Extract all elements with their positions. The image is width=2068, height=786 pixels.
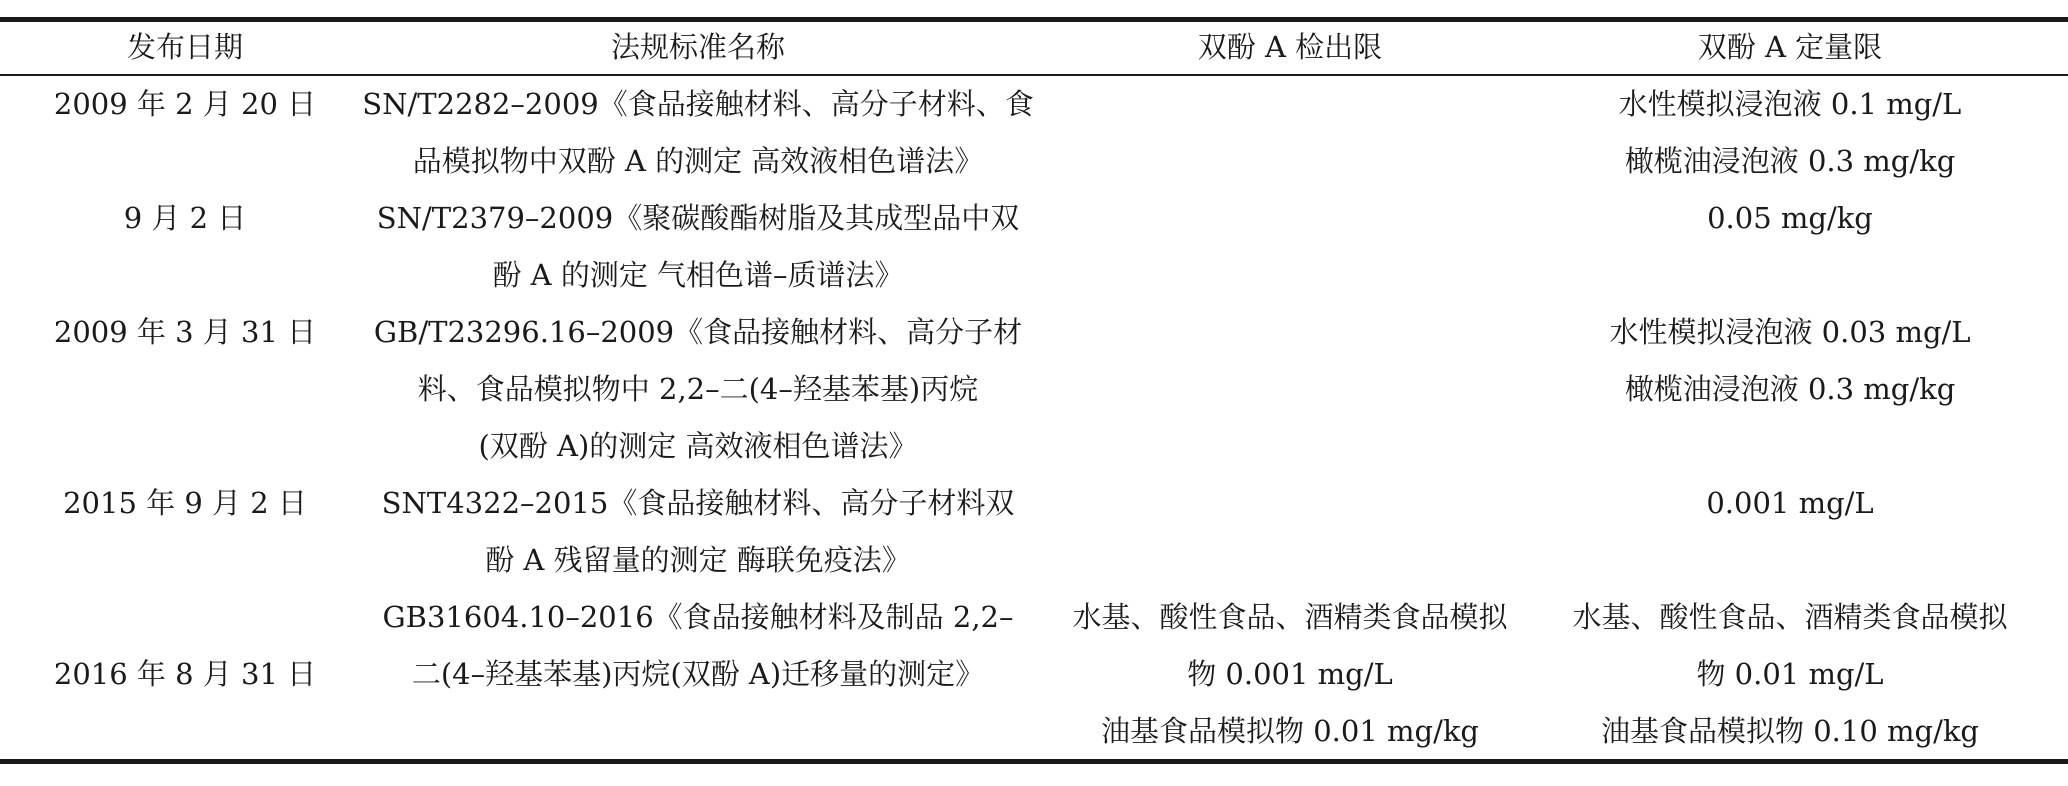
row-4-standard-line: SNT4322–2015《食品接触材料、高分子材料双: [381, 486, 1015, 520]
row-5-date: 2016 年 8 月 31 日: [53, 657, 317, 691]
row-1-quantitation-line: 水性模拟浸泡液 0.1 mg/L: [1618, 87, 1962, 121]
row-2-standard-line: 酚 A 的测定 气相色谱–质谱法》: [492, 258, 904, 292]
row-3-date: 2009 年 3 月 31 日: [53, 315, 317, 349]
header-standard-name: 法规标准名称: [610, 30, 785, 64]
header-detection-limit: 双酚 A 检出限: [1197, 30, 1383, 64]
row-3-standard: [358, 304, 1038, 475]
row-5-quantitation: [1540, 589, 2040, 760]
row-1-quantitation-line: 橄榄油浸泡液 0.3 mg/kg: [1624, 144, 1956, 178]
row-5-detection-line: 油基食品模拟物 0.01 mg/kg: [1101, 714, 1479, 748]
row-1-quantitation: [1540, 76, 2040, 190]
row-5-quantitation-line: 水基、酸性食品、酒精类食品模拟: [1572, 600, 2008, 634]
row-4-standard-line: 酚 A 残留量的测定 酶联免疫法》: [485, 543, 911, 577]
row-5-quantitation-line: 物 0.01 mg/L: [1696, 657, 1884, 691]
row-4-standard: [358, 475, 1038, 589]
row-1-standard: [358, 76, 1038, 190]
row-5-standard-line: 二(4–羟基苯基)丙烷(双酚 A)迁移量的测定》: [411, 657, 985, 691]
row-3-standard-line: (双酚 A)的测定 高效液相色谱法》: [478, 429, 918, 463]
row-3-quantitation-line: 水性模拟浸泡液 0.03 mg/L: [1609, 315, 1971, 349]
row-2-quantitation-line: 0.05 mg/kg: [1707, 201, 1873, 235]
row-3-standard-line: GB/T23296.16–2009《食品接触材料、高分子材: [373, 315, 1023, 349]
row-5-standard-line: GB31604.10–2016《食品接触材料及制品 2,2–: [382, 600, 1014, 634]
row-5-quantitation-line: 油基食品模拟物 0.10 mg/kg: [1601, 714, 1979, 748]
row-1-standard-line: SN/T2282–2009《食品接触材料、高分子材料、食: [362, 87, 1034, 121]
row-4-date: 2015 年 9 月 2 日: [63, 486, 307, 520]
row-4-quantitation-line: 0.001 mg/L: [1706, 486, 1874, 520]
row-2-quantitation: [1540, 190, 2040, 247]
row-1-standard-line: 品模拟物中双酚 A 的测定 高效液相色谱法》: [412, 144, 984, 178]
row-2-date: 9 月 2 日: [123, 201, 247, 235]
row-3-standard-line: 料、食品模拟物中 2,2–二(4–羟基苯基)丙烷: [417, 372, 979, 406]
row-3-quantitation-line: 橄榄油浸泡液 0.3 mg/kg: [1624, 372, 1956, 406]
row-5-detection: [1040, 589, 1540, 760]
row-3-quantitation: [1540, 304, 2040, 418]
row-2-standard: [358, 190, 1038, 304]
row-5-standard: [358, 589, 1038, 703]
row-4-quantitation: [1540, 475, 2040, 532]
header-release-date: 发布日期: [126, 30, 243, 64]
header-quantitation-limit: 双酚 A 定量限: [1697, 30, 1883, 64]
row-2-standard-line: SN/T2379–2009《聚碳酸酯树脂及其成型品中双: [376, 201, 1020, 235]
row-5-detection-line: 水基、酸性食品、酒精类食品模拟: [1072, 600, 1508, 634]
row-1-date: 2009 年 2 月 20 日: [53, 87, 317, 121]
row-5-detection-line: 物 0.001 mg/L: [1187, 657, 1393, 691]
